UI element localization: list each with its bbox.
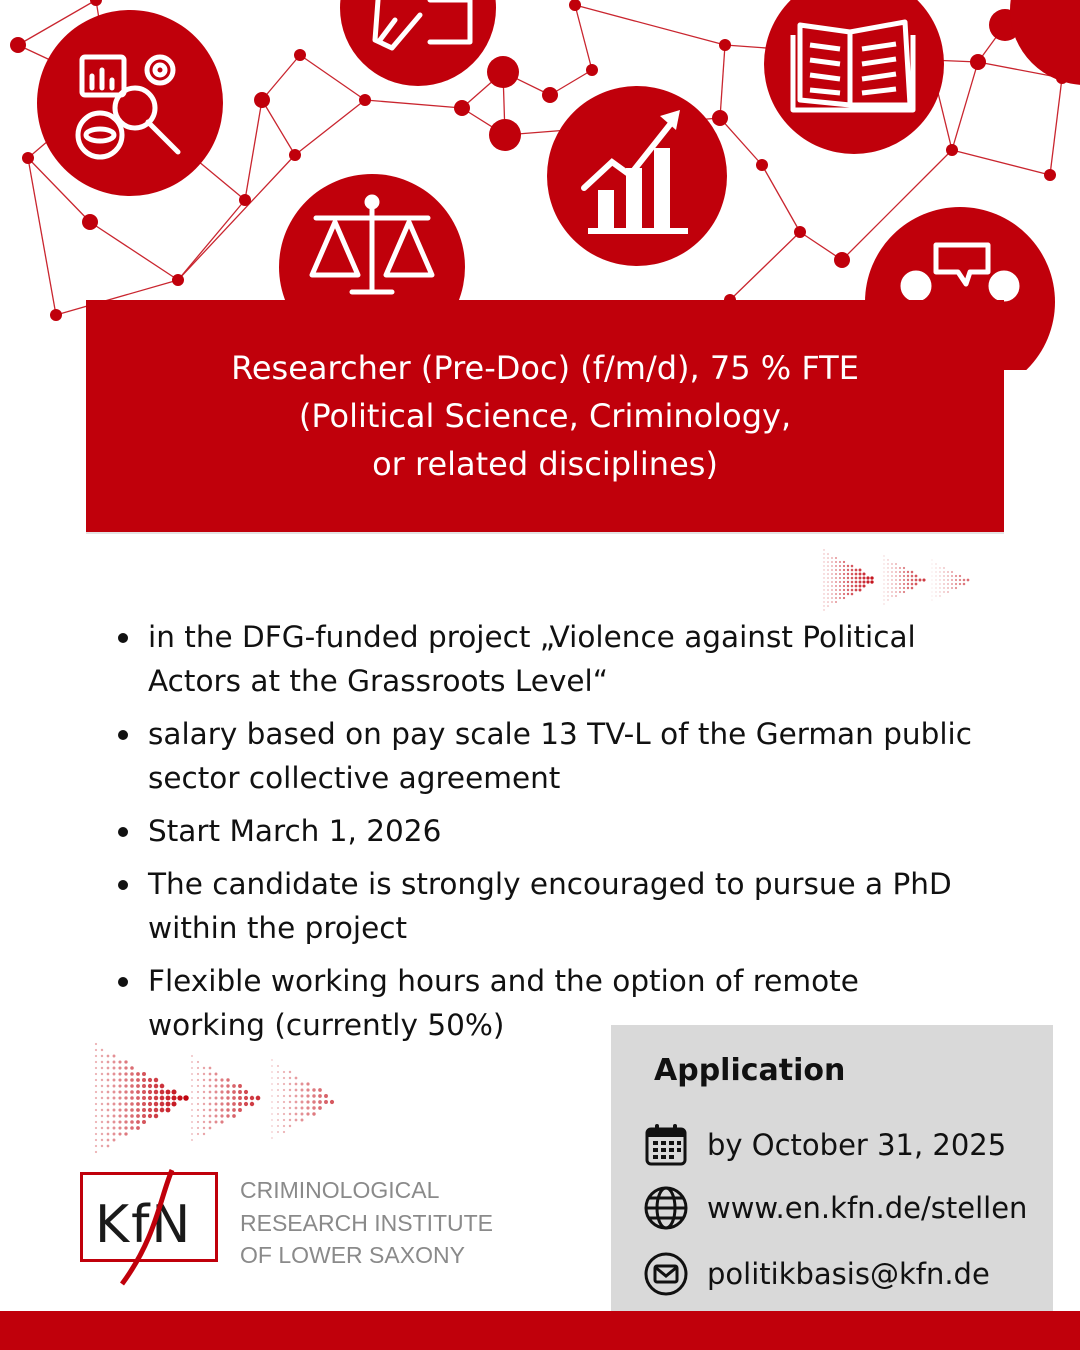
globe-icon [641, 1183, 691, 1233]
footer-bar [0, 1311, 1080, 1350]
network-node [1044, 169, 1056, 181]
network-node [90, 0, 102, 6]
deadline-row [641, 1120, 1006, 1170]
email-icon [641, 1249, 691, 1299]
network-node [970, 54, 986, 70]
list-item: Start March 1, 2026 [118, 809, 978, 853]
institute-name-line: OF LOWER SAXONY [240, 1242, 465, 1268]
network-node [719, 39, 731, 51]
network-node [10, 37, 26, 53]
job-details-list [118, 615, 978, 1056]
job-title-line: (Political Science, Criminology, [298, 397, 792, 435]
email-row[interactable] [641, 1249, 990, 1299]
website-link[interactable]: www.en.kfn.de/stellen [707, 1191, 1028, 1225]
list-item: salary based on pay scale 13 TV-L of the German public sector collective agreement [118, 712, 978, 800]
institute-name-line: CRIMINOLOGICAL [240, 1177, 440, 1203]
email-link[interactable]: politikbasis@kfn.de [707, 1257, 990, 1291]
network-node [289, 149, 301, 161]
network-node [834, 252, 850, 268]
network-node [487, 56, 519, 88]
chevron-arrows-decoration [820, 546, 980, 616]
deadline-text: by October 31, 2025 [707, 1128, 1007, 1162]
website-row[interactable] [641, 1183, 1027, 1233]
network-node [712, 110, 728, 126]
network-node [794, 226, 806, 238]
network-node [569, 0, 581, 11]
network-node [542, 87, 558, 103]
network-node [172, 274, 184, 286]
application-title: Application [654, 1053, 846, 1088]
kfn-logo-letters: KfN [95, 1195, 193, 1255]
job-title-line: or related disciplines) [372, 445, 718, 483]
network-node [489, 119, 521, 151]
network-node [82, 214, 98, 230]
network-node [359, 94, 371, 106]
calendar-icon [641, 1120, 691, 1170]
institute-name-line: RESEARCH INSTITUTE [240, 1209, 494, 1236]
list-item: in the DFG-funded project „Violence against Political Actors at the Grassroots Level“ [118, 615, 978, 703]
network-node [50, 309, 62, 321]
network-node [239, 194, 251, 206]
chevron-arrows-decoration [92, 1040, 352, 1158]
application-panel [611, 1025, 1053, 1330]
network-node [294, 49, 306, 61]
network-node [254, 92, 270, 108]
network-node [586, 64, 598, 76]
institute-name [240, 1174, 493, 1272]
network-node [946, 144, 958, 156]
network-node [454, 100, 470, 116]
job-title-line: Researcher (Pre-Doc) (f/m/d), 75 % FTE [231, 349, 859, 387]
network-node [756, 159, 768, 171]
network-node [22, 152, 34, 164]
kfn-logo [80, 1168, 500, 1288]
job-title-box [86, 300, 1004, 532]
logo-slash-icon [120, 1168, 200, 1288]
list-item: The candidate is strongly encouraged to pursue a PhD within the project [118, 862, 978, 950]
list-item: Flexible working hours and the option of remote working (currently 50%) [118, 959, 978, 1047]
